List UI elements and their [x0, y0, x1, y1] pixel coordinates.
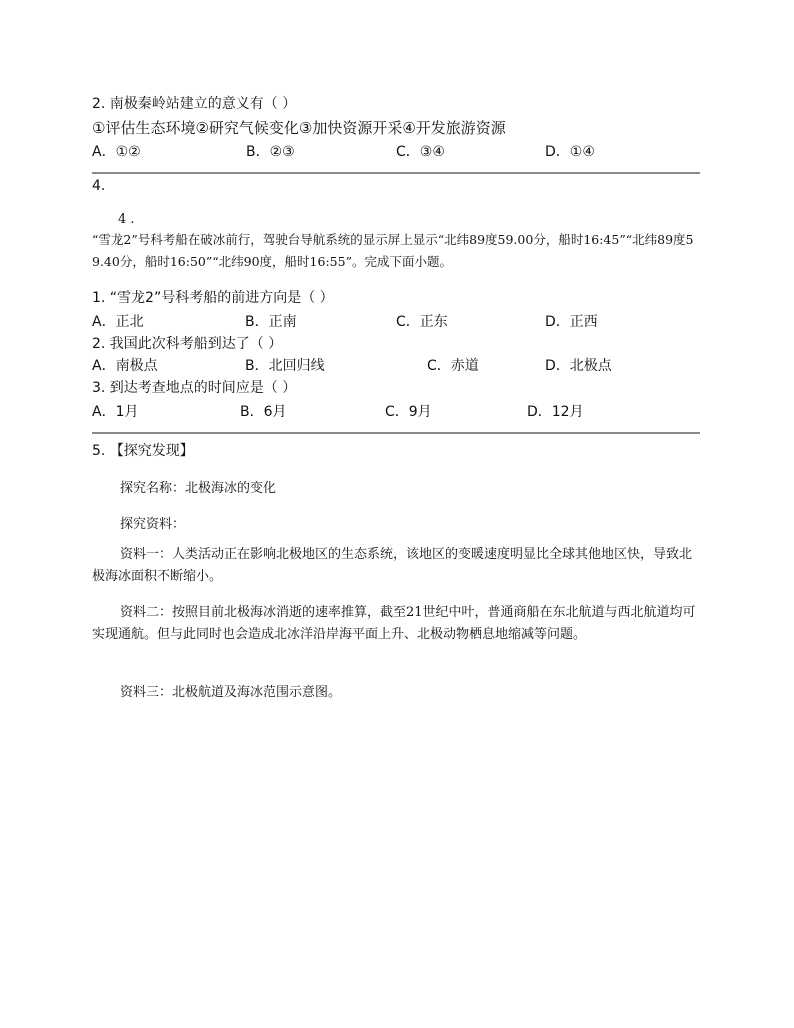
q2-option-a: A．①② — [92, 144, 141, 160]
q4-1-option-a: A．正北 — [92, 314, 144, 330]
q2-option-b: B．②③ — [246, 144, 295, 160]
q4-1-stem: 1. “雪龙2”号科考船的前进方向是（ ） — [92, 290, 334, 306]
q2-items: ①评估生态环境②研究气候变化③加快资源开采④开发旅游资源 — [92, 119, 506, 137]
q4-2-option-c: C．赤道 — [427, 358, 479, 374]
q4-2-stem: 2. 我国此次科考船到达了（ ） — [92, 336, 283, 352]
q5-header: 5. 【探究发现】 — [92, 443, 194, 459]
q4-1-option-c: C．正东 — [396, 314, 448, 330]
q4-2-option-b: B．北回归线 — [245, 358, 325, 374]
q4-3-option-d: D．12月 — [527, 404, 584, 420]
q5-material2: 资料二：按照目前北极海冰消逝的速率推算，截至21世纪中叶，普通商船在东北航道与西北航道均可实现通航。但与此同时也会造成北冰洋沿岸海平面上升、北极动物栖息地缩减等问题。 — [92, 605, 696, 642]
q4-3-option-c: C．9月 — [385, 404, 432, 420]
q5-material1: 资料一：人类活动正在影响北极地区的生态系统，该地区的变暖速度明显比全球其他地区快，导致北极海冰面积不断缩小。 — [92, 547, 693, 584]
q4-1-option-d: D．正西 — [545, 314, 598, 330]
q4-number: 4. — [92, 178, 106, 194]
q5-material3: 资料三：北极航道及海冰范围示意图。 — [120, 685, 342, 700]
q4-3-stem: 3. 到达考查地点的时间应是（ ） — [92, 380, 297, 396]
q4-sub-number: 4 . — [118, 212, 135, 227]
q5-topic: 探究名称：北极海冰的变化 — [120, 481, 277, 496]
q2-option-c: C．③④ — [396, 144, 445, 160]
q4-passage: “雪龙2”号科考船在破冰前行，驾驶台导航系统的显示屏上显示“北纬89度59.00分，船时16:45”“北纬89度59.40分，船时16:50”“北纬90度，船时16:55”。完成下面小题。 — [92, 232, 694, 269]
q4-2-option-d: D．北极点 — [545, 358, 612, 374]
q4-1-option-b: B．正南 — [245, 314, 297, 330]
q5-material-label: 探究资料： — [120, 517, 186, 532]
divider — [92, 172, 700, 174]
divider — [92, 432, 700, 434]
q4-3-option-b: B．6月 — [240, 404, 287, 420]
q2-stem: 2. 南极秦岭站建立的意义有（ ） — [92, 96, 297, 112]
q4-3-option-a: A．1月 — [92, 404, 139, 420]
q4-2-option-a: A．南极点 — [92, 358, 158, 374]
q2-option-d: D．①④ — [545, 144, 595, 160]
